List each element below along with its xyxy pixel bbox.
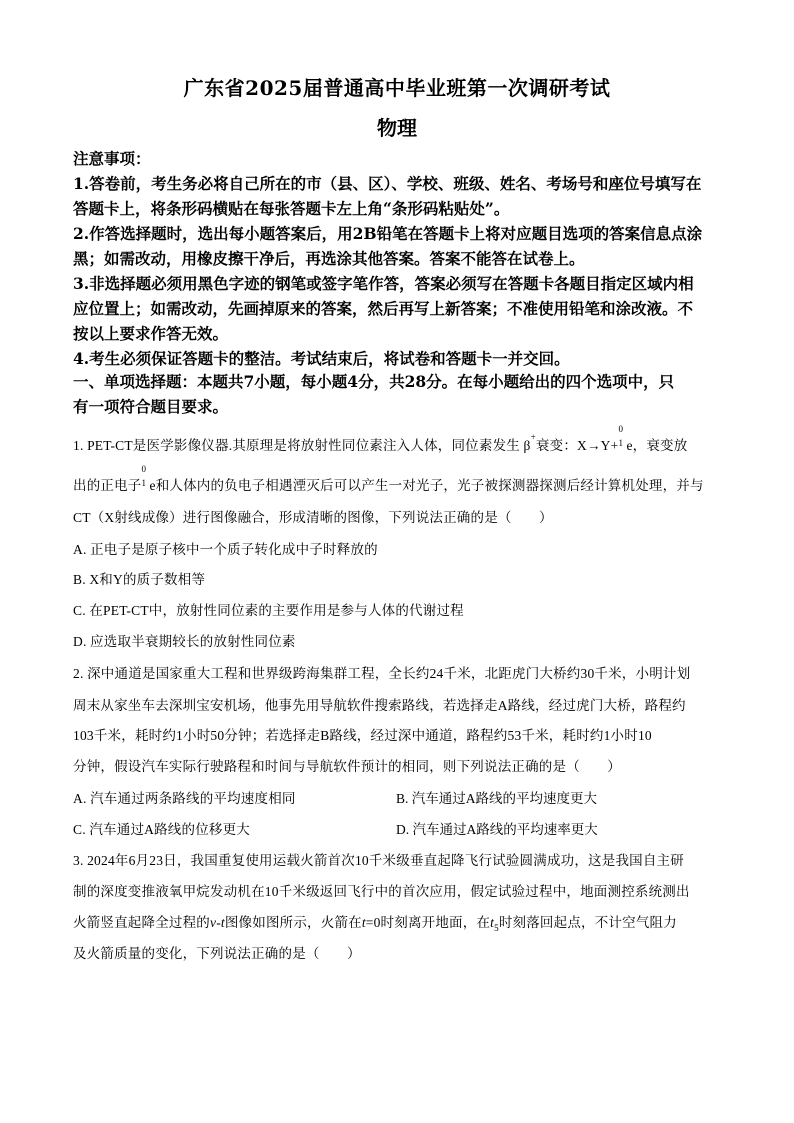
q2-stem-line: 分钟，假设汽车实际行驶路程和时间与导航软件预计的相同，则下列说法正确的是（ ） — [73, 759, 621, 774]
q1-option-c: C. 在PET-CT中，放射性同位素的主要作用是参与人体的代谢过程 — [73, 603, 464, 618]
notice-heading: 注意事项： — [73, 149, 151, 168]
q3-stem-line1: 3. 2024年6月23日，我国重复使用运载火箭首次10千米级垂直起降飞行试验圆满成功，这是我国自主研 — [73, 853, 684, 868]
q1-option-d: D. 应选取半衰期较长的放射性同位素 — [73, 634, 296, 649]
q2-option-c: C. 汽车通过A路线的位移更大 — [73, 822, 251, 837]
section-heading: 有一项符合题目要求。 — [73, 397, 229, 416]
q1-stem-line3: CT（X射线成像）进行图像融合，形成清晰的图像，下列说法正确的是（ ） — [73, 510, 553, 525]
q3-stem-line3: 火箭竖直起降全过程的v-t图像如图所示，火箭在t=0时刻离开地面，在$t_5$时刻落回起点，不计空气阻力 — [73, 915, 677, 933]
q3-stem-line2: 制的深度变推液氧甲烷发动机在10千米级返回飞行中的首次应用，假定试验过程中，地面测控系统测出 — [73, 884, 690, 899]
q2-stem-line: 2. 深中通道是国家重大工程和世界级跨海集群工程，全长约24千米，北距虎门大桥约30千米，小明计划 — [73, 666, 691, 681]
q1-option-b: B. X和Y的质子数相等 — [73, 572, 206, 587]
q2-option-a: A. 汽车通过两条路线的平均速度相同 — [73, 791, 296, 806]
notice-line: 应位置上；如需改动，先画掉原来的答案，然后再写上新答案；不准使用铅笔和涂改液。不 — [73, 299, 694, 318]
notice-line: 答题卡上，将条形码横贴在每张答题卡左上角“条形码粘贴处”。 — [73, 199, 510, 218]
notice-line: 2.作答选择题时，选出每小题答案后，用2B铅笔在答题卡上将对应题目选项的答案信息点涂 — [73, 224, 703, 243]
exam-subject: 物理 — [377, 116, 417, 140]
q2-stem-line: 103千米，耗时约1小时50分钟；若选择走B路线，经过深中通道，路程约53千米，耗时约1小时10 — [73, 728, 652, 743]
q1-option-a: A. 正电子是原子核中一个质子转化成中子时释放的 — [73, 542, 378, 557]
q2-stem-line: 周末从家坐车去深圳宝安机场，他事先用导航软件搜索路线，若选择走A路线，经过虎门大桥，路程约 — [73, 698, 686, 713]
q1-stem-line2: 出的正电子 0 1 e和人体内的负电子相遇湮灭后可以产生一对光子，光子被探测器探测后经计算机处理，并与 — [73, 464, 704, 493]
notice-line: 黑；如需改动，用橡皮擦干净后，再选涂其他答案。答案不能答在试卷上。 — [73, 249, 585, 268]
notice-line: 3.非选择题必须用黑色字迹的钢笔或签字笔作答，答案必须写在答题卡各题目指定区域内相 — [73, 274, 694, 293]
exam-title: 广东省2025届普通高中毕业班第一次调研考试 — [183, 76, 611, 100]
notice-line: 1.答卷前，考生务必将自己所在的市（县、区）、学校、班级、姓名、考场号和座位号填写在 — [73, 174, 702, 193]
section-heading: 一、单项选择题：本题共7小题，每小题4分，共28分。在每小题给出的四个选项中，只 — [73, 372, 675, 391]
q3-stem-line4: 及火箭质量的变化，下列说法正确的是（ ） — [73, 946, 361, 961]
q2-option-d: D. 汽车通过A路线的平均速率更大 — [396, 822, 598, 837]
q1-stem-line1: 1. PET-CT是医学影像仪器.其原理是将放射性同位素注入人体，同位素发生 β+衰变：X→Y+ 0 1 e，衰变放 — [73, 424, 688, 453]
notice-line: 按以上要求作答无效。 — [73, 324, 229, 343]
notice-line: 4.考生必须保证答题卡的整洁。考试结束后，将试卷和答题卡一并交回。 — [73, 349, 570, 368]
isotope-notation: 0 1 — [141, 464, 147, 488]
q2-option-b: B. 汽车通过A路线的平均速度更大 — [396, 791, 598, 806]
isotope-notation: 0 1 — [618, 424, 624, 448]
